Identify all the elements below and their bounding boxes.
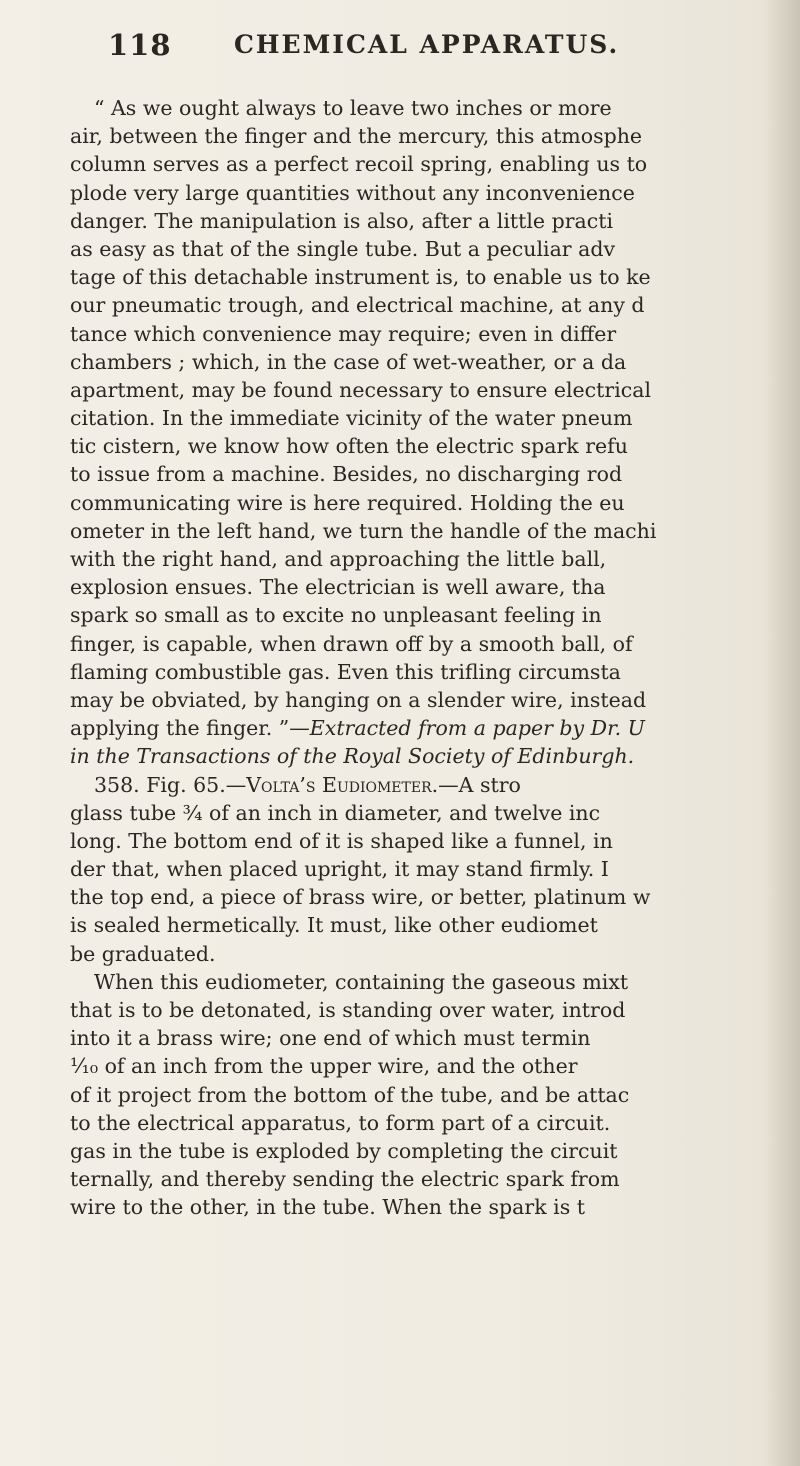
text-line: of it project from the bottom of the tube, and be attac [70, 1082, 630, 1107]
text-line: ometer in the left hand, we turn the handle of the machi [70, 518, 657, 543]
figure-reference: Fig. 65.— [146, 772, 247, 797]
text-line: to the electrical apparatus, to form part of a circuit. [70, 1110, 611, 1135]
running-head: CHEMICAL APPARATUS. [234, 30, 620, 59]
citation-dash: — [289, 716, 310, 741]
text-line: glass tube ¾ of an inch in diameter, and twelve inc [70, 800, 601, 825]
text-line: flaming combustible gas. Even this trifling circumsta [70, 659, 621, 684]
text-line: When this eudiometer, containing the gaseous mixt [94, 969, 629, 994]
text-line: the top end, a piece of brass wire, or better, platinum w [70, 885, 651, 910]
text-line-with-citation [70, 714, 778, 742]
text-line: communicating wire is here required. Holding the eu [70, 490, 625, 515]
text-line: wire to the other, in the tube. When the spark is t [70, 1195, 585, 1220]
text-line: spark so small as to excite no unpleasant feeling in [70, 603, 602, 628]
figure-text-start: —A stro [438, 772, 521, 797]
text-line: that is to be detonated, is standing over water, introd [70, 998, 626, 1022]
page-header [108, 28, 768, 78]
text-line: ternally, and thereby sending the electric spark from [70, 1167, 620, 1192]
text-line: danger. The manipulation is also, after a little practi [70, 208, 613, 233]
text-line: to issue from a machine. Besides, no discharging rod [70, 462, 623, 487]
text-line: column serves as a perfect recoil spring, enabling us to [70, 152, 648, 177]
text-line: long. The bottom end of it is shaped like a funnel, in [70, 828, 613, 853]
text-line: as easy as that of the single tube. But a peculiar adv [70, 236, 616, 261]
text-line: tic cistern, we know how often the electric spark refu [70, 434, 628, 459]
text-line: into it a brass wire; one end of which must termin [70, 1026, 591, 1051]
text-line: gas in the tube is exploded by completing the circuit [70, 1138, 618, 1163]
text-line: is sealed hermetically. It must, like other eudiomet [70, 913, 598, 938]
text-line: be graduated. [70, 941, 216, 966]
text-line: our pneumatic trough, and electrical machine, at any d [70, 293, 645, 318]
text-line: plode very large quantities without any inconvenience [70, 180, 635, 205]
body-text [70, 94, 778, 1222]
quote-end: applying the finger. ” [70, 716, 290, 741]
text-line: tage of this detachable instrument is, to enable us to ke [70, 265, 651, 290]
citation-italic: Extracted from a paper by Dr. U [309, 716, 645, 741]
text-line: citation. In the immediate vicinity of the water pneum [70, 406, 633, 431]
text-line: with the right hand, and approaching the little ball, [70, 547, 607, 571]
text-line: der that, when placed upright, it may stand firmly. I [70, 857, 609, 882]
paragraph-number: 358. [94, 772, 140, 797]
text-line: explosion ensues. The electrician is well aware, tha [70, 575, 606, 600]
text-line: apartment, may be found necessary to ensure electrical [70, 377, 652, 402]
text-line: ¹⁄₁₀ of an inch from the upper wire, and the other [70, 1054, 578, 1079]
text-line: air, between the finger and the mercury, this atmosphe [70, 124, 643, 149]
text-line: tance which convenience may require; even in differ [70, 321, 617, 346]
text-line: chambers ; which, in the case of wet-weather, or a da [70, 349, 627, 374]
page-number: 118 [108, 28, 172, 62]
text-line: may be obviated, by hanging on a slender wire, instead [70, 687, 647, 712]
text-line: finger, is capable, when drawn off by a smooth ball, of [70, 631, 633, 656]
text-line: “ As we ought always to leave two inches or more [94, 96, 612, 120]
figure-heading-line [70, 771, 778, 799]
citation-source: in the Transactions of the Royal Society of Edinburgh. [70, 744, 635, 769]
figure-title: Volta’s Eudiometer. [246, 772, 439, 797]
